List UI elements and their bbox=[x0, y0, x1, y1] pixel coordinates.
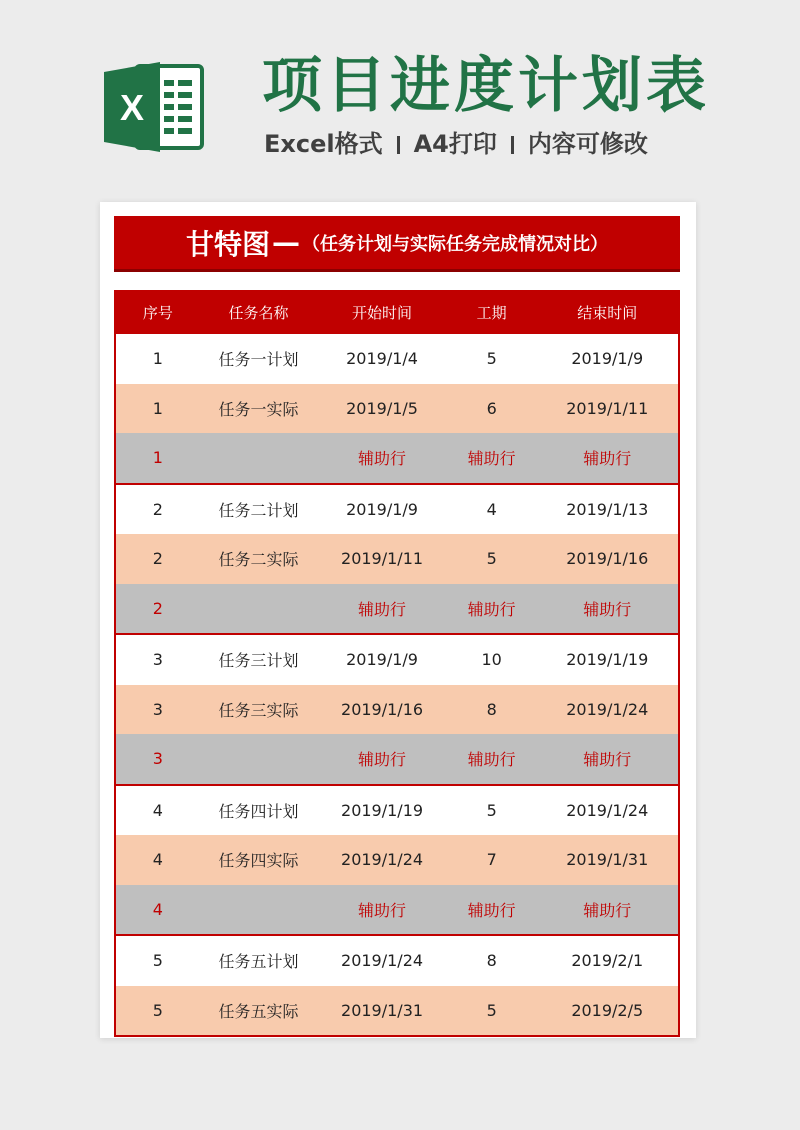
task-table bbox=[114, 290, 680, 1037]
duration-cell: 4 bbox=[486, 499, 497, 519]
row-number-cell: 4 bbox=[152, 800, 163, 820]
duration-cell: 5 bbox=[486, 549, 497, 569]
excel-logo-icon bbox=[102, 58, 206, 156]
row-number-cell: 4 bbox=[152, 899, 163, 919]
end-date-cell: 2019/1/11 bbox=[566, 398, 649, 418]
start-date-cell: 辅助行 bbox=[358, 750, 407, 770]
sheet-paper bbox=[100, 202, 696, 1038]
row-number-cell: 3 bbox=[152, 749, 163, 769]
end-date-cell: 2019/1/24 bbox=[566, 699, 649, 719]
duration-cell: 辅助行 bbox=[467, 599, 516, 619]
end-date-cell: 辅助行 bbox=[583, 599, 632, 619]
task-name-cell: 任务三计划 bbox=[218, 651, 299, 671]
duration-cell: 5 bbox=[486, 800, 497, 820]
row-number-cell: 2 bbox=[152, 499, 163, 519]
row-number-cell: 4 bbox=[152, 850, 163, 870]
end-date-cell: 2019/2/1 bbox=[571, 951, 644, 971]
row-number-cell: 1 bbox=[152, 448, 163, 468]
row-number-cell: 2 bbox=[152, 598, 163, 618]
task-name-cell: 任务二计划 bbox=[218, 500, 299, 520]
row-number-cell: 1 bbox=[152, 398, 163, 418]
subtitle-format: Excel格式 bbox=[264, 130, 383, 158]
task-name-cell: 任务三实际 bbox=[218, 700, 299, 720]
duration-cell: 辅助行 bbox=[467, 750, 516, 770]
table-row bbox=[116, 433, 678, 483]
end-date-cell: 2019/1/16 bbox=[566, 549, 649, 569]
table-row bbox=[116, 633, 678, 685]
page-title: 项目进度计划表 bbox=[262, 51, 710, 121]
table-row bbox=[116, 584, 678, 634]
separator bbox=[397, 136, 400, 154]
gantt-banner bbox=[114, 216, 680, 272]
start-date-cell: 2019/1/24 bbox=[341, 850, 424, 870]
column-header: 工期 bbox=[476, 303, 507, 322]
subtitle-print: A4打印 bbox=[413, 130, 497, 158]
svg-text:X: X bbox=[119, 87, 145, 128]
table-row bbox=[116, 334, 678, 384]
row-number-cell: 1 bbox=[152, 349, 163, 369]
duration-cell: 辅助行 bbox=[467, 449, 516, 469]
table-row bbox=[116, 885, 678, 935]
task-name-cell: 任务二实际 bbox=[218, 550, 299, 570]
start-date-cell: 2019/1/24 bbox=[341, 951, 424, 971]
task-name-cell: 任务四计划 bbox=[218, 801, 299, 821]
column-header: 开始时间 bbox=[352, 303, 413, 322]
duration-cell: 辅助行 bbox=[467, 900, 516, 920]
table-header-row bbox=[116, 290, 678, 334]
duration-cell: 5 bbox=[486, 349, 497, 369]
duration-cell: 6 bbox=[486, 398, 497, 418]
table-row bbox=[116, 384, 678, 434]
end-date-cell: 2019/2/5 bbox=[571, 1000, 644, 1020]
task-name-cell: 任务四实际 bbox=[218, 851, 299, 871]
end-date-cell: 2019/1/31 bbox=[566, 850, 649, 870]
column-header: 任务名称 bbox=[228, 303, 289, 322]
duration-cell: 5 bbox=[486, 1000, 497, 1020]
start-date-cell: 2019/1/19 bbox=[341, 800, 424, 820]
end-date-cell: 辅助行 bbox=[583, 750, 632, 770]
start-date-cell: 2019/1/31 bbox=[341, 1000, 424, 1020]
start-date-cell: 辅助行 bbox=[358, 449, 407, 469]
table-row bbox=[116, 685, 678, 735]
table-row bbox=[116, 934, 678, 986]
start-date-cell: 辅助行 bbox=[358, 599, 407, 619]
end-date-cell: 2019/1/9 bbox=[571, 349, 644, 369]
row-number-cell: 5 bbox=[152, 951, 163, 971]
start-date-cell: 辅助行 bbox=[358, 900, 407, 920]
start-date-cell: 2019/1/16 bbox=[341, 699, 424, 719]
duration-cell: 10 bbox=[481, 650, 502, 670]
table-row bbox=[116, 483, 678, 535]
start-date-cell: 2019/1/5 bbox=[346, 398, 418, 418]
column-header: 结束时间 bbox=[577, 303, 638, 322]
row-number-cell: 3 bbox=[152, 699, 163, 719]
task-name-cell: 任务一实际 bbox=[218, 399, 299, 419]
banner-subtitle: （任务计划与实际任务完成情况对比） bbox=[302, 233, 608, 255]
table-row bbox=[116, 534, 678, 584]
duration-cell: 8 bbox=[486, 951, 497, 971]
end-date-cell: 2019/1/19 bbox=[566, 650, 649, 670]
start-date-cell: 2019/1/4 bbox=[346, 349, 418, 369]
end-date-cell: 2019/1/24 bbox=[566, 800, 649, 820]
table-row bbox=[116, 986, 678, 1036]
table-row bbox=[116, 835, 678, 885]
end-date-cell: 2019/1/13 bbox=[566, 499, 649, 519]
start-date-cell: 2019/1/9 bbox=[346, 499, 418, 519]
duration-cell: 8 bbox=[486, 699, 497, 719]
end-date-cell: 辅助行 bbox=[583, 449, 632, 469]
table-row bbox=[116, 784, 678, 836]
row-number-cell: 2 bbox=[152, 549, 163, 569]
separator bbox=[511, 136, 514, 154]
subtitle-editable: 内容可修改 bbox=[527, 130, 648, 158]
column-header: 序号 bbox=[142, 303, 173, 322]
task-name-cell: 任务五实际 bbox=[218, 1001, 299, 1021]
page-subtitle bbox=[264, 124, 744, 164]
row-number-cell: 5 bbox=[152, 1000, 163, 1020]
table-row bbox=[116, 734, 678, 784]
banner-title: 甘特图 bbox=[185, 227, 270, 261]
start-date-cell: 2019/1/11 bbox=[341, 549, 424, 569]
task-name-cell: 任务五计划 bbox=[218, 952, 299, 972]
page-header bbox=[0, 0, 800, 200]
duration-cell: 7 bbox=[486, 850, 497, 870]
row-number-cell: 3 bbox=[152, 650, 163, 670]
end-date-cell: 辅助行 bbox=[583, 900, 632, 920]
banner-dash: — bbox=[272, 226, 300, 259]
task-name-cell: 任务一计划 bbox=[218, 350, 299, 370]
start-date-cell: 2019/1/9 bbox=[346, 650, 418, 670]
